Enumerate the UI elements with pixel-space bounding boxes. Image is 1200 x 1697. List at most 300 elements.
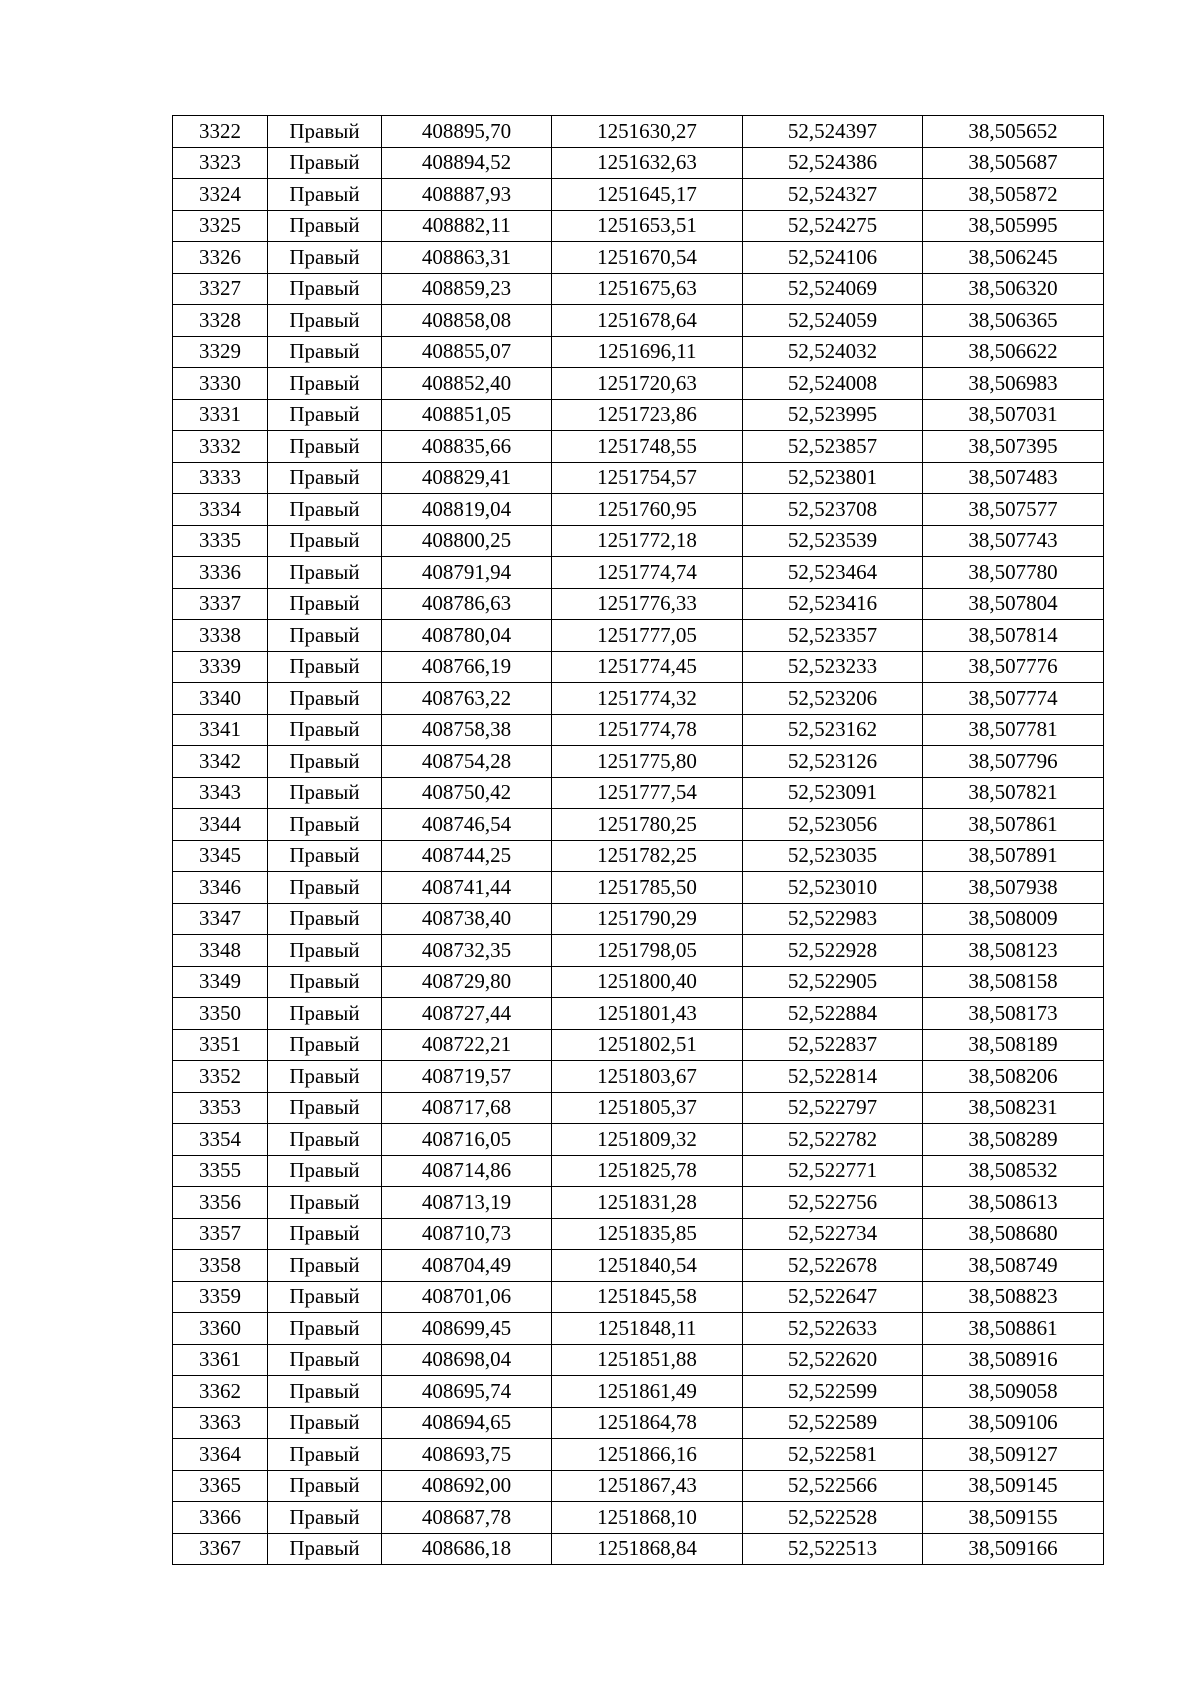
latitude-cell: 52,523801	[743, 462, 923, 494]
x-coordinate-cell: 408719,57	[382, 1061, 552, 1093]
y-coordinate-cell: 1251868,10	[552, 1502, 743, 1534]
point-number-cell: 3365	[173, 1470, 268, 1502]
latitude-cell: 52,523233	[743, 651, 923, 683]
point-number-cell: 3329	[173, 336, 268, 368]
longitude-cell: 38,508749	[923, 1250, 1104, 1282]
longitude-cell: 38,508009	[923, 903, 1104, 935]
side-cell: Правый	[268, 1029, 382, 1061]
x-coordinate-cell: 408855,07	[382, 336, 552, 368]
side-cell: Правый	[268, 746, 382, 778]
table-row	[173, 242, 1104, 274]
y-coordinate-cell: 1251670,54	[552, 242, 743, 274]
x-coordinate-cell: 408852,40	[382, 368, 552, 400]
latitude-cell: 52,522581	[743, 1439, 923, 1471]
table-row	[173, 557, 1104, 589]
latitude-cell: 52,523010	[743, 872, 923, 904]
longitude-cell: 38,507796	[923, 746, 1104, 778]
side-cell: Правый	[268, 809, 382, 841]
x-coordinate-cell: 408895,70	[382, 116, 552, 148]
table-row	[173, 1439, 1104, 1471]
table-row	[173, 872, 1104, 904]
table-row	[173, 683, 1104, 715]
longitude-cell: 38,509155	[923, 1502, 1104, 1534]
latitude-cell: 52,522633	[743, 1313, 923, 1345]
longitude-cell: 38,506622	[923, 336, 1104, 368]
y-coordinate-cell: 1251848,11	[552, 1313, 743, 1345]
longitude-cell: 38,507804	[923, 588, 1104, 620]
x-coordinate-cell: 408717,68	[382, 1092, 552, 1124]
x-coordinate-cell: 408894,52	[382, 147, 552, 179]
side-cell: Правый	[268, 179, 382, 211]
side-cell: Правый	[268, 840, 382, 872]
x-coordinate-cell: 408859,23	[382, 273, 552, 305]
latitude-cell: 52,523056	[743, 809, 923, 841]
latitude-cell: 52,524032	[743, 336, 923, 368]
latitude-cell: 52,523416	[743, 588, 923, 620]
longitude-cell: 38,507814	[923, 620, 1104, 652]
table-row	[173, 368, 1104, 400]
x-coordinate-cell: 408687,78	[382, 1502, 552, 1534]
coordinates-table	[172, 115, 1104, 1565]
x-coordinate-cell: 408713,19	[382, 1187, 552, 1219]
point-number-cell: 3340	[173, 683, 268, 715]
table-row	[173, 1407, 1104, 1439]
point-number-cell: 3359	[173, 1281, 268, 1313]
y-coordinate-cell: 1251630,27	[552, 116, 743, 148]
table-row	[173, 1344, 1104, 1376]
latitude-cell: 52,522905	[743, 966, 923, 998]
y-coordinate-cell: 1251802,51	[552, 1029, 743, 1061]
longitude-cell: 38,507861	[923, 809, 1104, 841]
table-row	[173, 935, 1104, 967]
y-coordinate-cell: 1251780,25	[552, 809, 743, 841]
point-number-cell: 3366	[173, 1502, 268, 1534]
point-number-cell: 3334	[173, 494, 268, 526]
x-coordinate-cell: 408710,73	[382, 1218, 552, 1250]
latitude-cell: 52,522884	[743, 998, 923, 1030]
side-cell: Правый	[268, 1218, 382, 1250]
longitude-cell: 38,508206	[923, 1061, 1104, 1093]
y-coordinate-cell: 1251809,32	[552, 1124, 743, 1156]
point-number-cell: 3361	[173, 1344, 268, 1376]
y-coordinate-cell: 1251678,64	[552, 305, 743, 337]
longitude-cell: 38,507395	[923, 431, 1104, 463]
x-coordinate-cell: 408851,05	[382, 399, 552, 431]
latitude-cell: 52,522797	[743, 1092, 923, 1124]
longitude-cell: 38,507776	[923, 651, 1104, 683]
table-row	[173, 903, 1104, 935]
latitude-cell: 52,522647	[743, 1281, 923, 1313]
coordinates-table-body	[173, 116, 1104, 1565]
table-row	[173, 1124, 1104, 1156]
longitude-cell: 38,509106	[923, 1407, 1104, 1439]
latitude-cell: 52,522528	[743, 1502, 923, 1534]
longitude-cell: 38,508823	[923, 1281, 1104, 1313]
side-cell: Правый	[268, 651, 382, 683]
latitude-cell: 52,522678	[743, 1250, 923, 1282]
side-cell: Правый	[268, 147, 382, 179]
longitude-cell: 38,507577	[923, 494, 1104, 526]
side-cell: Правый	[268, 431, 382, 463]
table-row	[173, 620, 1104, 652]
table-row	[173, 1092, 1104, 1124]
point-number-cell: 3325	[173, 210, 268, 242]
point-number-cell: 3343	[173, 777, 268, 809]
table-row	[173, 1218, 1104, 1250]
table-row	[173, 210, 1104, 242]
latitude-cell: 52,523995	[743, 399, 923, 431]
side-cell: Правый	[268, 399, 382, 431]
longitude-cell: 38,509166	[923, 1533, 1104, 1565]
y-coordinate-cell: 1251805,37	[552, 1092, 743, 1124]
latitude-cell: 52,524069	[743, 273, 923, 305]
longitude-cell: 38,507821	[923, 777, 1104, 809]
longitude-cell: 38,507031	[923, 399, 1104, 431]
x-coordinate-cell: 408819,04	[382, 494, 552, 526]
x-coordinate-cell: 408686,18	[382, 1533, 552, 1565]
point-number-cell: 3352	[173, 1061, 268, 1093]
point-number-cell: 3333	[173, 462, 268, 494]
side-cell: Правый	[268, 966, 382, 998]
side-cell: Правый	[268, 242, 382, 274]
table-row	[173, 777, 1104, 809]
latitude-cell: 52,523206	[743, 683, 923, 715]
x-coordinate-cell: 408829,41	[382, 462, 552, 494]
y-coordinate-cell: 1251723,86	[552, 399, 743, 431]
table-row	[173, 651, 1104, 683]
y-coordinate-cell: 1251798,05	[552, 935, 743, 967]
longitude-cell: 38,509145	[923, 1470, 1104, 1502]
x-coordinate-cell: 408704,49	[382, 1250, 552, 1282]
point-number-cell: 3332	[173, 431, 268, 463]
longitude-cell: 38,508123	[923, 935, 1104, 967]
latitude-cell: 52,523857	[743, 431, 923, 463]
y-coordinate-cell: 1251864,78	[552, 1407, 743, 1439]
y-coordinate-cell: 1251748,55	[552, 431, 743, 463]
latitude-cell: 52,524106	[743, 242, 923, 274]
table-row	[173, 1533, 1104, 1565]
longitude-cell: 38,508916	[923, 1344, 1104, 1376]
point-number-cell: 3326	[173, 242, 268, 274]
longitude-cell: 38,507743	[923, 525, 1104, 557]
x-coordinate-cell: 408698,04	[382, 1344, 552, 1376]
point-number-cell: 3350	[173, 998, 268, 1030]
x-coordinate-cell: 408835,66	[382, 431, 552, 463]
table-row	[173, 1313, 1104, 1345]
y-coordinate-cell: 1251774,45	[552, 651, 743, 683]
side-cell: Правый	[268, 462, 382, 494]
x-coordinate-cell: 408714,86	[382, 1155, 552, 1187]
point-number-cell: 3358	[173, 1250, 268, 1282]
x-coordinate-cell: 408695,74	[382, 1376, 552, 1408]
x-coordinate-cell: 408858,08	[382, 305, 552, 337]
side-cell: Правый	[268, 1281, 382, 1313]
longitude-cell: 38,508861	[923, 1313, 1104, 1345]
longitude-cell: 38,507781	[923, 714, 1104, 746]
y-coordinate-cell: 1251831,28	[552, 1187, 743, 1219]
latitude-cell: 52,524397	[743, 116, 923, 148]
longitude-cell: 38,506320	[923, 273, 1104, 305]
x-coordinate-cell: 408716,05	[382, 1124, 552, 1156]
x-coordinate-cell: 408763,22	[382, 683, 552, 715]
x-coordinate-cell: 408741,44	[382, 872, 552, 904]
longitude-cell: 38,505995	[923, 210, 1104, 242]
longitude-cell: 38,505872	[923, 179, 1104, 211]
longitude-cell: 38,506983	[923, 368, 1104, 400]
longitude-cell: 38,507774	[923, 683, 1104, 715]
x-coordinate-cell: 408754,28	[382, 746, 552, 778]
table-row	[173, 305, 1104, 337]
latitude-cell: 52,522589	[743, 1407, 923, 1439]
y-coordinate-cell: 1251835,85	[552, 1218, 743, 1250]
longitude-cell: 38,507938	[923, 872, 1104, 904]
longitude-cell: 38,508532	[923, 1155, 1104, 1187]
y-coordinate-cell: 1251772,18	[552, 525, 743, 557]
x-coordinate-cell: 408699,45	[382, 1313, 552, 1345]
x-coordinate-cell: 408786,63	[382, 588, 552, 620]
y-coordinate-cell: 1251776,33	[552, 588, 743, 620]
point-number-cell: 3330	[173, 368, 268, 400]
side-cell: Правый	[268, 620, 382, 652]
longitude-cell: 38,506245	[923, 242, 1104, 274]
point-number-cell: 3338	[173, 620, 268, 652]
y-coordinate-cell: 1251696,11	[552, 336, 743, 368]
y-coordinate-cell: 1251774,78	[552, 714, 743, 746]
side-cell: Правый	[268, 1439, 382, 1471]
table-row	[173, 494, 1104, 526]
side-cell: Правый	[268, 872, 382, 904]
latitude-cell: 52,522566	[743, 1470, 923, 1502]
table-row	[173, 1502, 1104, 1534]
latitude-cell: 52,522620	[743, 1344, 923, 1376]
y-coordinate-cell: 1251866,16	[552, 1439, 743, 1471]
point-number-cell: 3337	[173, 588, 268, 620]
x-coordinate-cell: 408750,42	[382, 777, 552, 809]
latitude-cell: 52,524275	[743, 210, 923, 242]
point-number-cell: 3348	[173, 935, 268, 967]
side-cell: Правый	[268, 1092, 382, 1124]
longitude-cell: 38,509058	[923, 1376, 1104, 1408]
longitude-cell: 38,508189	[923, 1029, 1104, 1061]
side-cell: Правый	[268, 1250, 382, 1282]
latitude-cell: 52,522928	[743, 935, 923, 967]
x-coordinate-cell: 408863,31	[382, 242, 552, 274]
latitude-cell: 52,524327	[743, 179, 923, 211]
point-number-cell: 3331	[173, 399, 268, 431]
point-number-cell: 3327	[173, 273, 268, 305]
longitude-cell: 38,508680	[923, 1218, 1104, 1250]
latitude-cell: 52,524386	[743, 147, 923, 179]
table-row	[173, 714, 1104, 746]
table-row	[173, 809, 1104, 841]
table-row	[173, 336, 1104, 368]
side-cell: Правый	[268, 336, 382, 368]
point-number-cell: 3357	[173, 1218, 268, 1250]
side-cell: Правый	[268, 1313, 382, 1345]
table-row	[173, 1281, 1104, 1313]
table-row	[173, 1155, 1104, 1187]
side-cell: Правый	[268, 1155, 382, 1187]
longitude-cell: 38,508289	[923, 1124, 1104, 1156]
point-number-cell: 3354	[173, 1124, 268, 1156]
y-coordinate-cell: 1251777,54	[552, 777, 743, 809]
table-row	[173, 1250, 1104, 1282]
x-coordinate-cell: 408887,93	[382, 179, 552, 211]
side-cell: Правый	[268, 116, 382, 148]
side-cell: Правый	[268, 714, 382, 746]
table-row	[173, 147, 1104, 179]
table-row	[173, 462, 1104, 494]
side-cell: Правый	[268, 1124, 382, 1156]
latitude-cell: 52,523357	[743, 620, 923, 652]
x-coordinate-cell: 408766,19	[382, 651, 552, 683]
table-row	[173, 1376, 1104, 1408]
x-coordinate-cell: 408746,54	[382, 809, 552, 841]
table-row	[173, 998, 1104, 1030]
x-coordinate-cell: 408744,25	[382, 840, 552, 872]
y-coordinate-cell: 1251632,63	[552, 147, 743, 179]
x-coordinate-cell: 408758,38	[382, 714, 552, 746]
point-number-cell: 3360	[173, 1313, 268, 1345]
side-cell: Правый	[268, 683, 382, 715]
latitude-cell: 52,522513	[743, 1533, 923, 1565]
table-row	[173, 840, 1104, 872]
x-coordinate-cell: 408738,40	[382, 903, 552, 935]
y-coordinate-cell: 1251653,51	[552, 210, 743, 242]
longitude-cell: 38,508613	[923, 1187, 1104, 1219]
latitude-cell: 52,522814	[743, 1061, 923, 1093]
latitude-cell: 52,524008	[743, 368, 923, 400]
side-cell: Правый	[268, 1187, 382, 1219]
point-number-cell: 3351	[173, 1029, 268, 1061]
side-cell: Правый	[268, 1470, 382, 1502]
table-row	[173, 179, 1104, 211]
x-coordinate-cell: 408882,11	[382, 210, 552, 242]
x-coordinate-cell: 408791,94	[382, 557, 552, 589]
longitude-cell: 38,507891	[923, 840, 1104, 872]
longitude-cell: 38,509127	[923, 1439, 1104, 1471]
point-number-cell: 3363	[173, 1407, 268, 1439]
point-number-cell: 3367	[173, 1533, 268, 1565]
point-number-cell: 3341	[173, 714, 268, 746]
side-cell: Правый	[268, 273, 382, 305]
y-coordinate-cell: 1251851,88	[552, 1344, 743, 1376]
x-coordinate-cell: 408732,35	[382, 935, 552, 967]
y-coordinate-cell: 1251861,49	[552, 1376, 743, 1408]
latitude-cell: 52,523539	[743, 525, 923, 557]
point-number-cell: 3362	[173, 1376, 268, 1408]
side-cell: Правый	[268, 210, 382, 242]
longitude-cell: 38,507780	[923, 557, 1104, 589]
y-coordinate-cell: 1251840,54	[552, 1250, 743, 1282]
table-row	[173, 399, 1104, 431]
point-number-cell: 3345	[173, 840, 268, 872]
y-coordinate-cell: 1251760,95	[552, 494, 743, 526]
y-coordinate-cell: 1251845,58	[552, 1281, 743, 1313]
side-cell: Правый	[268, 525, 382, 557]
side-cell: Правый	[268, 777, 382, 809]
x-coordinate-cell: 408780,04	[382, 620, 552, 652]
longitude-cell: 38,508158	[923, 966, 1104, 998]
table-row	[173, 431, 1104, 463]
longitude-cell: 38,505652	[923, 116, 1104, 148]
y-coordinate-cell: 1251785,50	[552, 872, 743, 904]
side-cell: Правый	[268, 557, 382, 589]
longitude-cell: 38,508173	[923, 998, 1104, 1030]
side-cell: Правый	[268, 1502, 382, 1534]
latitude-cell: 52,524059	[743, 305, 923, 337]
latitude-cell: 52,523035	[743, 840, 923, 872]
side-cell: Правый	[268, 998, 382, 1030]
point-number-cell: 3349	[173, 966, 268, 998]
y-coordinate-cell: 1251720,63	[552, 368, 743, 400]
side-cell: Правый	[268, 494, 382, 526]
x-coordinate-cell: 408727,44	[382, 998, 552, 1030]
y-coordinate-cell: 1251801,43	[552, 998, 743, 1030]
latitude-cell: 52,522734	[743, 1218, 923, 1250]
y-coordinate-cell: 1251867,43	[552, 1470, 743, 1502]
table-row	[173, 1029, 1104, 1061]
x-coordinate-cell: 408694,65	[382, 1407, 552, 1439]
y-coordinate-cell: 1251803,67	[552, 1061, 743, 1093]
table-row	[173, 1061, 1104, 1093]
latitude-cell: 52,522599	[743, 1376, 923, 1408]
x-coordinate-cell: 408701,06	[382, 1281, 552, 1313]
y-coordinate-cell: 1251645,17	[552, 179, 743, 211]
y-coordinate-cell: 1251675,63	[552, 273, 743, 305]
side-cell: Правый	[268, 368, 382, 400]
point-number-cell: 3339	[173, 651, 268, 683]
latitude-cell: 52,523091	[743, 777, 923, 809]
point-number-cell: 3323	[173, 147, 268, 179]
latitude-cell: 52,522782	[743, 1124, 923, 1156]
point-number-cell: 3324	[173, 179, 268, 211]
side-cell: Правый	[268, 588, 382, 620]
x-coordinate-cell: 408722,21	[382, 1029, 552, 1061]
longitude-cell: 38,508231	[923, 1092, 1104, 1124]
point-number-cell: 3347	[173, 903, 268, 935]
y-coordinate-cell: 1251775,80	[552, 746, 743, 778]
table-row	[173, 116, 1104, 148]
longitude-cell: 38,505687	[923, 147, 1104, 179]
x-coordinate-cell: 408800,25	[382, 525, 552, 557]
side-cell: Правый	[268, 1344, 382, 1376]
point-number-cell: 3328	[173, 305, 268, 337]
point-number-cell: 3355	[173, 1155, 268, 1187]
y-coordinate-cell: 1251868,84	[552, 1533, 743, 1565]
y-coordinate-cell: 1251790,29	[552, 903, 743, 935]
table-row	[173, 746, 1104, 778]
table-row	[173, 966, 1104, 998]
y-coordinate-cell: 1251777,05	[552, 620, 743, 652]
y-coordinate-cell: 1251774,74	[552, 557, 743, 589]
latitude-cell: 52,522983	[743, 903, 923, 935]
latitude-cell: 52,523708	[743, 494, 923, 526]
side-cell: Правый	[268, 1376, 382, 1408]
latitude-cell: 52,522756	[743, 1187, 923, 1219]
latitude-cell: 52,522837	[743, 1029, 923, 1061]
table-row	[173, 525, 1104, 557]
point-number-cell: 3342	[173, 746, 268, 778]
point-number-cell: 3364	[173, 1439, 268, 1471]
x-coordinate-cell: 408729,80	[382, 966, 552, 998]
longitude-cell: 38,506365	[923, 305, 1104, 337]
y-coordinate-cell: 1251825,78	[552, 1155, 743, 1187]
y-coordinate-cell: 1251800,40	[552, 966, 743, 998]
point-number-cell: 3353	[173, 1092, 268, 1124]
point-number-cell: 3346	[173, 872, 268, 904]
point-number-cell: 3336	[173, 557, 268, 589]
